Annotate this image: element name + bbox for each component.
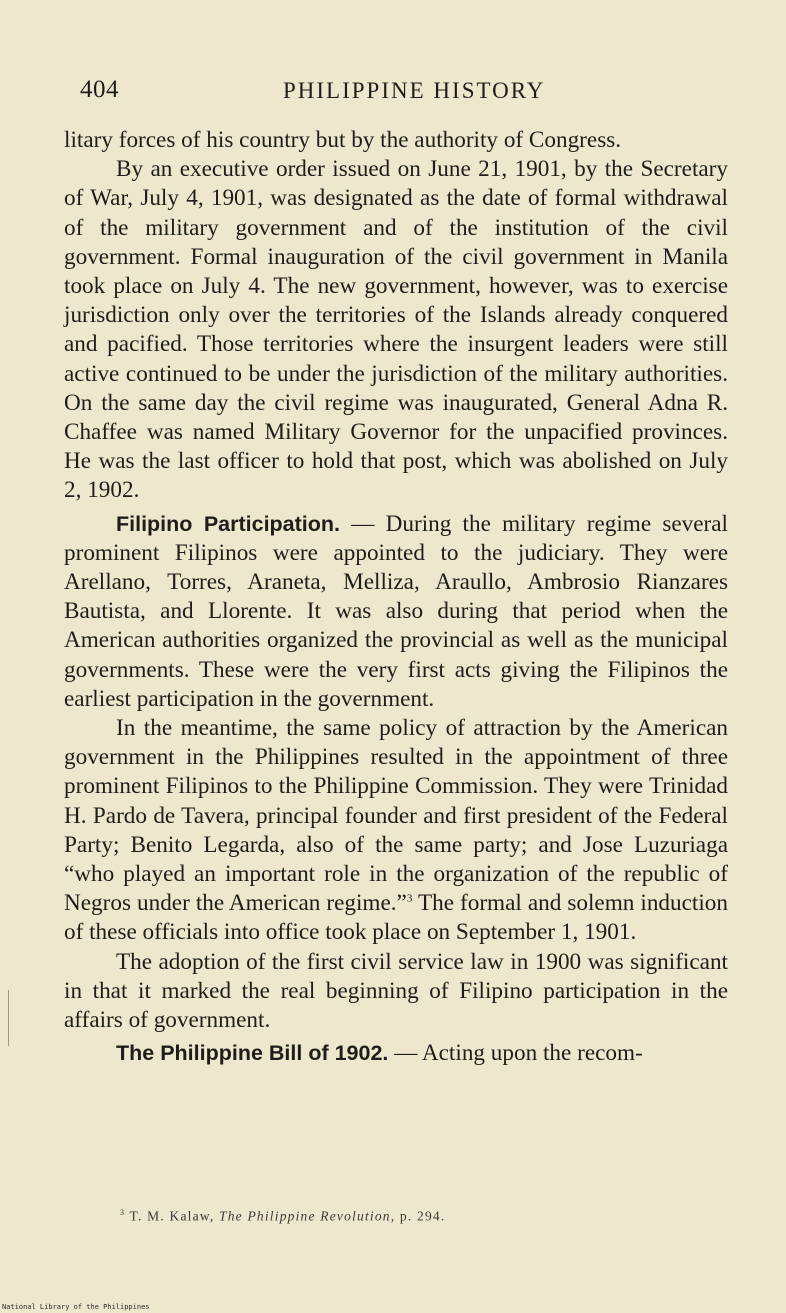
paragraph-continuation: litary forces of his country but by the authority of Congress. [64, 127, 622, 153]
footnote-mark: 3 [120, 1208, 126, 1217]
page-number: 404 [80, 76, 119, 103]
section-heading-philippine-bill: The Philippine Bill of 1902. [116, 1041, 389, 1066]
paragraph-text: In the meantime, the same policy of attraction by the American government in the Philippines resulted in the appointment of three prominent Filipinos to the Philippine Commission. They were Trinidad H. Pardo de Tavera, principal founder and first president of the Federal Party; Benito Legarda, also of the same party; and Jose Luzuriaga “who played an important role in the organization of the republic of Negros under the American regime.” [64, 715, 728, 917]
paragraph-executive-order: By an executive order issued on June 21, 1901, by the Secretary of War, July 4, 1901, was designated as the date of formal withdrawal of the military government and of the institution of the civil government. Formal inauguration of the civil government in Manila took place on July 4. The new government, however, was to exercise jurisdiction only over the territories of the Islands already conquered and pacified. Those territories where the insurgent leaders were still active continued to be under the jurisdiction of the military authorities. On the same day the civil regime was inaugurated, General Adna R. Chaffee was named Military Governor for the unpacified provinces. He was the last officer to hold that post, which was abolished on July 2, 1902. [64, 156, 728, 504]
margin-mark [8, 990, 9, 1046]
paragraph-filipino-participation [64, 510, 728, 714]
page-header [80, 76, 740, 106]
paragraph-text: — Acting upon the recom- [388, 1040, 643, 1067]
footnote [120, 1208, 445, 1225]
footnote-author: T. M. Kalaw, [129, 1208, 215, 1224]
footnote-reference: 3 [406, 892, 413, 905]
body-text [64, 126, 728, 1069]
footnote-title: The Philippine Revolution, [219, 1208, 396, 1224]
paragraph-philippine-bill [64, 1039, 728, 1068]
paragraph-philippine-commission [64, 714, 728, 948]
running-title: PHILIPPINE HISTORY [283, 78, 546, 103]
paragraph-text: — During the military regime several prominent Filipinos were appointed to the judiciary. They were Arellano, Torres, Araneta, Melliza, Araullo, Ambrosio Rianzares Bautista, and Llorente. It was also during that period when the American authorities organized the provincial as well as the municipal governments. These were the very first acts giving the Filipinos the earliest participation in the government. [64, 510, 728, 712]
paragraph-text: The formal and solemn induction of these officials into office took place on September 1, 1901. [64, 890, 728, 946]
library-watermark: National Library of the Philippines [2, 1303, 150, 1311]
paragraph-civil-service: The adoption of the first civil service law in 1900 was significant in that it marked the real beginning of Filipino participation in the affairs of government. [64, 948, 728, 1034]
section-heading-filipino-participation: Filipino Participation. [116, 511, 341, 536]
footnote-page: p. 294. [399, 1208, 446, 1224]
